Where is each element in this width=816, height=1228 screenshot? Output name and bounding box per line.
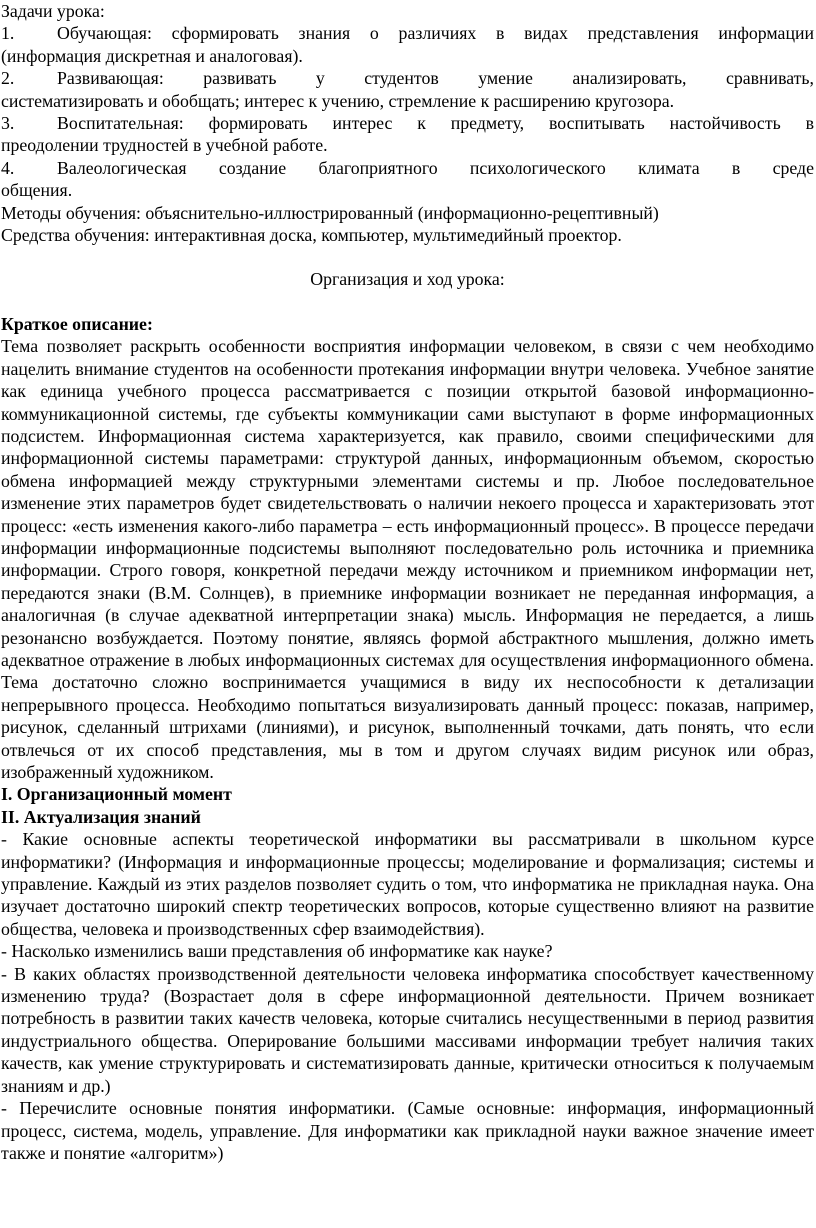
question-2: - Насколько изменились ваши представления об информатике как науке? xyxy=(1,941,553,962)
organization-title: Организация и ход урока: xyxy=(310,269,505,290)
task-item-2 xyxy=(1,67,814,112)
task-text-first-line: Валеологическая создание благоприятного психологического климата в среде xyxy=(57,157,814,178)
teaching-means: Средства обучения: интерактивная доска, компьютер, мультимедийный проектор. xyxy=(1,225,622,246)
description-heading: Краткое описание: xyxy=(1,313,153,334)
task-number: 2. xyxy=(1,68,15,89)
task-item-1 xyxy=(1,22,814,67)
task-text-continuation: преодолении трудностей в учебной работе. xyxy=(1,135,328,156)
task-text-continuation: (информация дискретная и аналоговая). xyxy=(1,45,303,66)
task-number: 4. xyxy=(1,157,15,178)
question-3: - В каких областях производственной деятельности человека информатика способствует качественному изменению труда? (Возрастает доля в сфере информационной деятельности. Причем возникает потребность в развитии таких качеств человека, которые считались несущественными в период развития индустриального общества. Оперирование большими массивами информации требует наличия таких качеств, как умение структурировать и систематизировать данные, критически относиться к получаемым знаниям и др.) xyxy=(1,963,814,1096)
tasks-heading: Задачи урока: xyxy=(1,1,105,21)
teaching-methods: Методы обучения: объяснительно-иллюстрированный (информационно-рецептивный) xyxy=(1,202,659,223)
question-4: - Перечислите основные понятия информатики. (Самые основные: информация, информационный процесс, система, модель, управление. Для информатики как прикладной науки важное значение имеет также и понятие «алгоритм») xyxy=(1,1098,814,1163)
tasks-list xyxy=(1,22,814,201)
section-organizational-moment: I. Организационный момент xyxy=(1,784,232,805)
question-1: - Какие основные аспекты теоретической информатики вы рассматривали в школьном курсе информатики? (Информация и информационные процессы; моделирование и формализация; системы и управление. Каждый из этих разделов позволяет судить о том, что информатика не прикладная наука. Она изучает достаточно широкий спектр теоретических вопросов, которые существенно влияют на развитие общества, человека и производственных сфер взаимодействия). xyxy=(1,829,814,939)
task-text-first-line: Обучающая: сформировать знания о различиях в видах представления информации xyxy=(57,23,814,44)
task-text-first-line: Развивающая: развивать у студентов умение анализировать, сравнивать, xyxy=(57,68,814,89)
task-number: 3. xyxy=(1,113,15,134)
task-text-continuation: общения. xyxy=(1,180,73,201)
task-item-3 xyxy=(1,112,814,157)
description-text: Тема позволяет раскрыть особенности восприятия информации человеком, в связи с чем необходимо нацелить внимание студентов на особенности протекания информации внутри человека. Учебное занятие как единица учебного процесса рассматривается с позиции открытой базовой информационно-коммуникационной системы, где субъекты коммуникации сами выступают в форме информационных подсистем. Информационная система характеризуется, как правило, своими специфическими для информационной системы параметрами: структурой данных, информационным объемом, скоростью обмена информацией между структурными элементами системы и пр. Любое последовательное изменение этих параметров будет свидетельствовать о наличии некоего процесса и характеризовать этот процесс: «есть изменения какого-либо параметра – есть информационный процесс». В процессе передачи информации информационные подсистемы выполняют последовательно роль источника и приемника информации. Строго говоря, конкретной передачи между источником и приемником информации нет, передаются знаки (В.М. Солнцев), в приемнике информации возникает не переданная информация, а аналогичная (в случае адекватной интерпретации знака) мысль. Информация не передается, а лишь резонансно возбуждается. Поэтому понятие, являясь формой абстрактного мышления, должно иметь адекватное отражение в любых информационных системах для осуществления информационного обмена. Тема достаточно сложно воспринимается учащимися в виду их неспособности к детализации непрерывного процесса. Необходимо попытаться визуализировать данный процесс: показав, например, рисунок, сделанный штрихами (линиями), и рисунок, выполненный точками, дать понять, что если отвлечься от их способ представления, мы в том и другом случаях видим рисунок или образ, изображенный художником. xyxy=(1,336,814,782)
task-number: 1. xyxy=(1,23,15,44)
task-text-first-line: Воспитательная: формировать интерес к предмету, воспитывать настойчивость в xyxy=(57,113,814,134)
task-item-4 xyxy=(1,157,814,202)
section-knowledge-actualization: II. Актуализация знаний xyxy=(1,806,201,827)
task-text-continuation: систематизировать и обобщать; интерес к учению, стремление к расширению кругозора. xyxy=(1,90,675,111)
